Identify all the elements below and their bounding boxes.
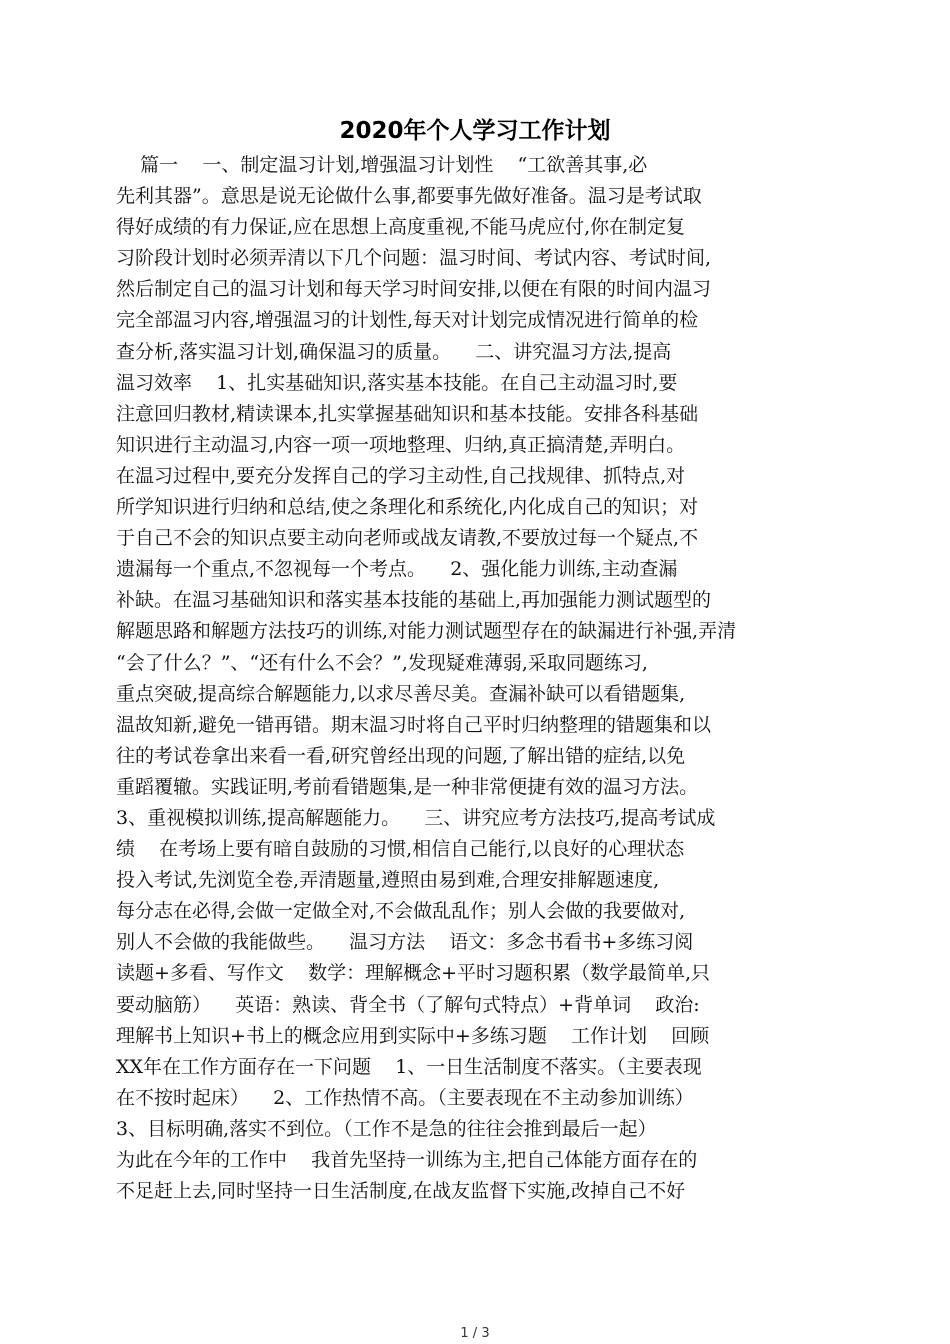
page-indicator: 1 / 3 <box>460 1326 490 1341</box>
body-line: 然后制定自己的温习计划和每天学习时间安排,以便在有限的时间内温习 <box>116 278 712 301</box>
body-line: 往的考试卷拿出来看一看,研究曾经出现的问题,了解出错的症结,以免 <box>116 744 686 767</box>
document-body <box>116 150 856 1207</box>
body-line: 投入考试,先浏览全卷,弄清题量,遵照由易到难,合理安排解题速度, <box>116 869 660 892</box>
body-line: 注意回归教材,精读课本,扎实掌握基础知识和基本技能。安排各科基础 <box>116 402 699 425</box>
body-line: 先利其器”。意思是说无论做什么事,都要事先做好准备。温习是考试取 <box>116 185 702 208</box>
body-line: 查分析,落实温习计划,确保温习的质量。 二、讲究温习方法,提高 <box>116 340 672 363</box>
body-line: 温习效率 1、扎实基础知识,落实基本技能。在自己主动温习时,要 <box>116 371 678 394</box>
body-line: 3、目标明确,落实不到位。（工作不是急的往往会推到最后一起） <box>116 1117 657 1140</box>
body-line: XX年在工作方面存在一下问题 1、一日生活制度不落实。（主要表现 <box>116 1055 702 1078</box>
body-line: 别人不会做的我能做些。 温习方法 语文：多念书看书+多练习阅 <box>116 931 694 954</box>
body-line: 知识进行主动温习,内容一项一项地整理、归纳,真正搞清楚,弄明白。 <box>116 433 686 456</box>
body-line: 习阶段计划时必须弄清以下几个问题：温习时间、考试内容、考试时间, <box>116 247 712 270</box>
body-line: 所学知识进行归纳和总结,使之条理化和系统化,内化成自己的知识；对 <box>116 496 699 519</box>
document-title: 2020年个人学习工作计划 <box>339 118 611 144</box>
body-line: 3、重视模拟训练,提高解题能力。 三、讲究应考方法技巧,提高考试成 <box>116 806 716 829</box>
body-line: 温故知新,避免一错再错。期末温习时将自己平时归纳整理的错题集和以 <box>116 713 712 736</box>
body-line: 于自己不会的知识点要主动向老师或战友请教,不要放过每一个疑点,不 <box>116 527 699 550</box>
body-line: 在温习过程中,要充分发挥自己的学习主动性,自己找规律、抓特点,对 <box>116 464 686 487</box>
body-line: 读题+多看、写作文 数学：理解概念+平时习题积累（数学最简单,只 <box>116 962 711 985</box>
body-line: 遗漏每一个重点,不忽视每一个考点。 2、强化能力训练,主动查漏 <box>116 558 678 581</box>
body-line: 绩 在考场上要有暗自鼓励的习惯,相信自己能行,以良好的心理状态 <box>116 838 685 861</box>
body-line: 解题思路和解题方法技巧的训练,对能力测试题型存在的缺漏进行补强,弄清 <box>116 620 737 643</box>
body-line: 重点突破,提高综合解题能力,以求尽善尽美。查漏补缺可以看错题集, <box>116 682 686 705</box>
body-line: 要动脑筋） 英语：熟读、背全书（了解句式特点）+背单词 政治: <box>116 993 700 1016</box>
body-line: 为此在今年的工作中 我首先坚持一训练为主,把自己体能方面存在的 <box>116 1149 698 1171</box>
body-line: 篇一 一、制定温习计划,增强温习计划性 “工欲善其事,必 <box>116 154 648 176</box>
body-line: 得好成绩的有力保证,应在思想上高度重视,不能马虎应付,你在制定复 <box>116 216 686 239</box>
body-line: 理解书上知识+书上的概念应用到实际中+多练习题 工作计划 回顾 <box>116 1024 710 1047</box>
body-line: 不足赶上去,同时坚持一日生活制度,在战友监督下实施,改掉自己不好 <box>116 1180 686 1203</box>
body-line: 补缺。在温习基础知识和落实基本技能的基础上,再加强能力测试题型的 <box>116 589 712 612</box>
body-line: “会了什么？”、“还有什么不会？”,发现疑难薄弱,采取同题练习, <box>116 651 648 674</box>
body-line: 在不按时起床） 2、工作热情不高。（主要表现在不主动参加训练） <box>116 1086 694 1109</box>
body-line: 重蹈覆辙。实践证明,考前看错题集,是一种非常便捷有效的温习方法。 <box>116 775 699 798</box>
body-line: 每分志在必得,会做一定做全对,不会做乱乱作；别人会做的我要做对, <box>116 900 686 923</box>
body-line: 完全部温习内容,增强温习的计划性,每天对计划完成情况进行简单的检 <box>116 309 699 332</box>
